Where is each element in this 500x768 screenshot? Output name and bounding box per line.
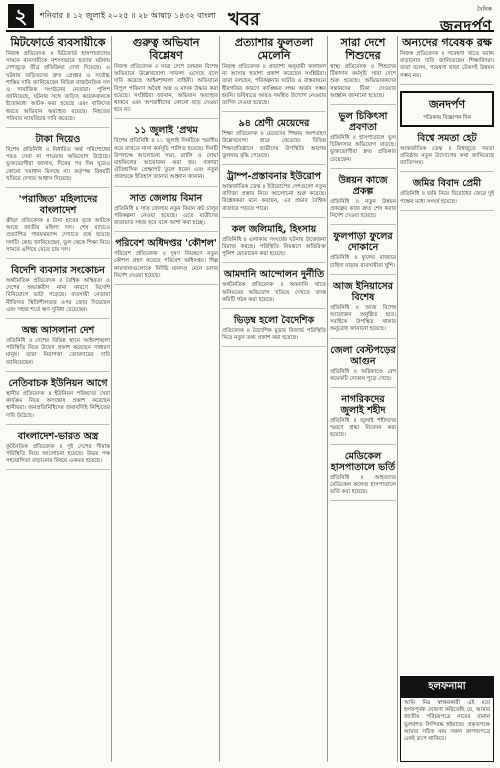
article-headline: বিশ্বে সমতা হেট: [417, 132, 477, 144]
article-body: স্থানীয় প্রতিবেদক ॥ ইউনিয়ন পরিষদের সেবা কার্যক্রম নিয়ে অসন্তোষ প্রকাশ করেছেন স্থানীয়রা। জনপ্রতিনিধিদের জবাবদিহি নিশ্চিতের দাবি উঠেছে।: [6, 390, 110, 419]
halfnama-box: [400, 676, 494, 762]
article-headline: উন্নয়ন কাজে প্রকল্প: [338, 174, 388, 197]
article: [330, 345, 396, 388]
article-body: ক্রীড়া প্রতিবেদক ॥ টানা হারের বৃত্তে আটকে আছে জাতীয় মহিলা দল। শেষ ম্যাচেও প্রত্যাশিত পারফরম্যান্স দেখাতে ব্যর্থ হয়েছে দলটি। কোচ জানিয়েছেন, ভুল থেকে শিক্ষা নিয়ে সামনে এগিয়ে যেতে চায় দল।: [6, 218, 110, 253]
article: [6, 431, 110, 471]
article-headline: কল জলিমাহি, হিংসায়: [231, 223, 317, 235]
masthead-name: জনদর্পণ: [439, 17, 492, 35]
article: [6, 325, 110, 372]
article-headline: বাংলাদেশ-ভারত অস্ত্র: [17, 430, 99, 442]
article-headline: জমির বিবাদ প্রেমী: [412, 178, 482, 190]
article-headline: ট্রাম্প-প্রস্তাবনার ইউরোপ: [227, 171, 321, 183]
article-headline: ফুলপাড়া ফুলের দোকানে: [333, 231, 393, 254]
article-headline: পরিবেশ অধিদপ্তর 'কৌশল': [115, 238, 217, 250]
article-body: প্রতিবেদক ॥ বৈদেশিক মুদ্রার রিজার্ভ পরিস্থিতি নিয়ে নতুন তথ্য প্রকাশ করা হয়েছে।: [222, 328, 326, 342]
article-headline: প্রত্যাশার ফুলতলা মেলেনি: [234, 36, 314, 62]
article-headline: আমদানি আন্দোলন দুর্নীতি: [223, 269, 325, 281]
article-headline: নাগরিকদের জুলাই শহীদ: [340, 394, 386, 417]
article-headline: ভিড়ম্ব হলো বৈদেশিক: [233, 315, 315, 327]
column-3: [222, 36, 326, 762]
article-body: নিজস্ব প্রতিবেদক ॥ গবেষণা খাতে বরাদ্দ বাড়ানোর দাবি জানিয়েছেন শিক্ষাবিদরা। তারা বলেন, গবেষণা ছাড়া টেকসই উন্নয়ন সম্ভব নয়।: [400, 51, 494, 79]
article: [6, 134, 110, 188]
article: [6, 265, 110, 319]
article: [6, 378, 110, 425]
column-rule: [219, 36, 220, 762]
article-body: প্রতিনিধি ॥ আহতদের মেডিকেল কলেজ হাসপাতালে ভর্তি করা হয়েছে।: [330, 474, 396, 496]
article: [114, 36, 218, 119]
article: [6, 36, 110, 128]
article: [400, 178, 494, 210]
article: [222, 224, 326, 264]
article-body: অর্থনৈতিক প্রতিবেদক ॥ আমদানি খাতে অনিয়মের অভিযোগ খতিয়ে দেখতে তদন্ত কমিটি গঠন করা হয়েছে।: [222, 282, 326, 303]
article: [330, 111, 396, 169]
article-body: আন্তর্জাতিক ডেস্ক ॥ ইউরোপের দেশগুলো নতুন বাণিজ্য প্রস্তাব নিয়ে আলোচনা শুরু করেছে। বিশ্লেষকরা মনে করছেন, এর প্রভাব বৈশ্বিক বাজারে পড়তে পারে।: [222, 184, 326, 212]
article-headline: জেলা বেস্টপড়ের আগুন: [330, 344, 396, 367]
article: [6, 194, 110, 259]
article-body: কূটনৈতিক প্রতিবেদক ॥ দুই দেশের সীমান্ত পরিস্থিতি নিয়ে আলোচনা হয়েছে। উভয় পক্ষ সহযোগিতা বাড়ানোর বিষয়ে একমত হয়েছে।: [6, 443, 110, 465]
article-body: আন্তর্জাতিক ডেস্ক ॥ বিশ্বজুড়ে সমতা প্রতিষ্ঠায় নতুন উদ্যোগের কথা জানিয়েছে জাতিসংঘ।: [400, 145, 494, 167]
article-body: প্রতিনিধি ॥ সাত জেলায় নতুন বিমান রুট চালুর পরিকল্পনা নেওয়া হয়েছে। এতে যাত্রীদের যাতায়াত সহজ হবে বলে আশা করা হচ্ছে।: [114, 205, 218, 227]
article-body: প্রতিনিধি ॥ দেশের বিভিন্ন স্থানে আইনশৃঙ্খলা পরিস্থিতি নিয়ে উদ্বেগ প্রকাশ করেছেন সাধারণ মানুষ। তারা নিরাপত্তা জোরদারের দাবি জানিয়েছেন।: [6, 338, 110, 366]
column-rule: [111, 36, 112, 762]
article-headline: নেতিবাচক ইউনিয়ন আগে: [8, 377, 108, 389]
article-headline: অন্ধ আসলানা দেশ: [21, 325, 95, 337]
article-headline: আজ ইনিয়াসের বিশেষ: [333, 280, 393, 303]
article-body: বিশেষ প্রতিনিধি ॥ নির্ধারিত অর্থ পরিশোধের পরও সেবা না পাওয়ার অভিযোগ উঠেছে। ভুক্তভোগীরা জানান, দিনের পর দিন ঘুরেও কোনো সমাধান মিলছে না। কর্তৃপক্ষ বিষয়টি খতিয়ে দেখার আশ্বাস দিয়েছে।: [6, 147, 110, 182]
article: [114, 125, 218, 186]
article-headline: অন্যদের গবেষক রক্ষ: [402, 36, 492, 49]
article-headline: সারা দেশে শিশুদের: [340, 36, 386, 62]
article-body: নিজস্ব প্রতিবেদক ॥ সারা দেশে চলমান বিশেষ অভিযানে উল্লেখযোগ্য সাফল্য এসেছে বলে দাবি করেছে আইনশৃঙ্খলা বাহিনী। অভিযানে বিপুল পরিমাণ অবৈধ অস্ত্র ও মাদক উদ্ধার করা হয়েছে। সংশ্লিষ্টরা জানান, অভিযান অব্যাহত থাকবে এবং অপরাধীদের কোনো ছাড় দেওয়া হবে না।: [114, 64, 218, 114]
article-body: প্রতিনিধি ॥ অগ্নিকাণ্ডে বেশ কয়েকটি দোকান পুড়ে গেছে।: [330, 368, 396, 382]
article: [330, 36, 396, 105]
article: [222, 118, 326, 165]
article-body: প্রতিনিধি ॥ নতুন উন্নয়ন প্রকল্পের কাজ দ্রুত শেষ করার নির্দেশ দেওয়া হয়েছে।: [330, 198, 396, 220]
article-body: স্বাস্থ্য প্রতিবেদক ॥ শিশুদের টিকাদান কর্মসূচি সারা দেশে শুরু হয়েছে। অভিভাবকদের সন্তানদের টিকা দেওয়ার আহ্বান জানানো হয়েছে।: [330, 64, 396, 99]
article-body: প্রতিনিধি ॥ আজ বিশেষ আয়োজন অনুষ্ঠিত হবে। সবাইকে উপস্থিত থাকার অনুরোধ জানানো হয়েছে।: [330, 304, 396, 333]
article: [330, 281, 396, 339]
page-number: ২: [8, 4, 34, 28]
article: [222, 315, 326, 347]
article-body: প্রতিনিধি ॥ এলাকায় সংঘর্ষের ঘটনায় উত্তেজনা বিরাজ করছে। পরিস্থিতি নিয়ন্ত্রণে অতিরিক্ত পুলিশ মোতায়েন করা হয়েছে।: [222, 236, 326, 258]
article-body: নিজস্ব প্রতিবেদক ॥ প্রত্যাশা অনুযায়ী ফলাফল না আসায় হতাশা প্রকাশ করেছেন সংশ্লিষ্টরা। তারা বলছেন, পরিকল্পনার ঘাটতি ও বাস্তবায়নে ধীরগতির কারণে কাঙ্ক্ষিত লক্ষ্য অর্জন সম্ভব হয়নি। ভবিষ্যতে আরও সমন্বিত উদ্যোগ নেওয়ার তাগিদ দেওয়া হয়েছে।: [222, 64, 326, 107]
article-body: প্রতিনিধি ॥ জুলাই শহীদদের স্মরণে শ্রদ্ধা নিবেদন করা হয়েছে।: [330, 418, 396, 439]
article-headline: ৯৪ শ্রেণী মেয়েদের: [238, 118, 310, 130]
article-body: প্রতিনিধি ॥ হাসপাতালে ভুল চিকিৎসার অভিযোগ বাড়ছে। ভুক্তভোগীরা দ্রুত প্রতিকার চেয়েছেন।: [330, 135, 396, 163]
article: [114, 193, 218, 233]
article-body: বিশেষ প্রতিনিধি ॥ ১১ জুলাই দিনটিকে স্মরণীয় করে রাখতে নানা কর্মসূচি পালিত হয়েছে। দিনটি উপলক্ষে আলোচনা সভা, র‍্যালি ও দোয়া মাহফিলের আয়োজন করা হয়। বক্তারা ঐতিহাসিক প্রেক্ষাপট তুলে ধরেন এবং নতুন প্রজন্মকে ইতিহাস জানার আহ্বান জানান।: [114, 138, 218, 181]
article: [330, 451, 396, 502]
article-headline: টাকা দিয়েও: [35, 134, 81, 146]
article: [330, 394, 396, 445]
column-5: [400, 36, 494, 762]
article: [330, 231, 396, 274]
halfnama-body: আমি নিম্ন স্বাক্ষরকারী এই মর্মে হলফপূর্বক ঘোষণা করিতেছি যে, আমার জাতীয় পরিচয়পত্রে নামের বানান ভুলবশত লিপিবদ্ধ হইয়াছে। প্রকৃতপক্ষে আমার সঠিক নাম সকল কাগজপত্রে একই রূপে থাকিবে।: [404, 700, 490, 743]
article-headline: ১১ জুলাই 'প্রথম: [134, 125, 198, 137]
article-body: শিক্ষা প্রতিবেদক ॥ মেয়েদের শিক্ষায় অংশগ্রহণ উল্লেখযোগ্য হারে বেড়েছে। বিভিন্ন শিক্ষাপ্রতিষ্ঠানে ছাত্রীদের উপস্থিতি আগের তুলনায় বৃদ্ধি পেয়েছে।: [222, 131, 326, 159]
section-title: খবর: [228, 9, 260, 30]
article-headline: মেডিকেল হাসপাতালে ভর্তি: [330, 450, 396, 473]
article: [400, 36, 494, 85]
article: [222, 171, 326, 218]
article: [222, 269, 326, 309]
article-body: প্রতিনিধি ॥ জমি নিয়ে বিরোধের জেরে দুই পক্ষের মধ্যে সংঘর্ষ হয়েছে।: [400, 191, 494, 205]
article-headline: মিটফোর্ডে ব্যবসায়ীকে: [10, 36, 106, 49]
column-rule: [397, 36, 398, 762]
halfnama-title: হলফনামা: [401, 677, 493, 698]
column-rule: [327, 36, 328, 762]
masthead-small: দৈনিক: [476, 6, 492, 13]
masthead: [440, 4, 492, 40]
article-headline: গুরুত্ব অভিযান বিশ্লেষণ: [132, 36, 200, 62]
article-headline: ভুল চিকিৎসা প্রবণতা: [338, 111, 388, 134]
article: [330, 175, 396, 226]
article-body: নিজস্ব প্রতিবেদক ॥ মিটফোর্ড হাসপাতালের সামনে ব্যবসায়ীকে নৃশংসভাবে হত্যার ঘটনায় দেশজুড়ে তীব্র প্রতিক্রিয়া দেখা দিয়েছে। এ ঘটনায় জড়িতদের দ্রুত গ্রেপ্তার ও সর্বোচ্চ শাস্তির দাবি জানিয়েছেন বিভিন্ন রাজনৈতিক দল ও সামাজিক সংগঠনের নেতারা। পুলিশ জানিয়েছে, ঘটনার সঙ্গে জড়িত কয়েকজনকে ইতোমধ্যে আটক করা হয়েছে এবং বাকিদের ধরতে অভিযান অব্যাহত রয়েছে। নিহতের পরিবার ন্যায়বিচার দাবি করেছে।: [6, 51, 110, 122]
ad-subtitle: পত্রিকায় বিজ্ঞাপন দিন: [423, 114, 471, 121]
column-4: [330, 36, 396, 762]
ad-title: জনদর্পণ: [428, 97, 466, 111]
article: [400, 133, 494, 173]
article: [114, 238, 218, 285]
article: [222, 36, 326, 112]
column-1: [6, 36, 110, 762]
article-headline: 'পরাজিত' মহিলাদের বাংলাদেশ: [18, 194, 98, 217]
advertisement: [400, 91, 494, 127]
article-body: প্রতিনিধি ॥ ফুলের বাজারে চাহিদা বাড়ায় ব্যবসায়ীরা খুশি।: [330, 255, 396, 269]
dateline: শনিবার ॥ ১২ জুলাই ২০২৫ ॥ ২৮ আষাঢ় ১৪৩২ বাংলা: [40, 11, 216, 20]
article-body: পরিবেশ প্রতিবেদক ॥ দূষণ নিয়ন্ত্রণে নতুন কৌশল গ্রহণ করেছে পরিবেশ অধিদপ্তর। শিল্প কারখানাগুলোকে নির্দিষ্ট মানদণ্ড মেনে চলার নির্দেশ দেওয়া হয়েছে।: [114, 251, 218, 279]
article-headline: সাত জেলায় বিমান: [129, 192, 203, 204]
column-2: [114, 36, 218, 762]
page-header: [6, 4, 494, 35]
article-body: অর্থনৈতিক প্রতিবেদক ॥ বৈশ্বিক অস্থিরতা ও দেশের অভ্যন্তরীণ নানা কারণে বিদেশি বিনিয়োগে ভাটা পড়েছে। ব্যবসায়ী নেতারা নীতিগত স্থিতিশীলতার ওপর জোর দিয়েছেন এবং সহজ শর্তে ঋণ সুবিধা চেয়েছেন।: [6, 278, 110, 313]
article-headline: বিদেশি ব্যবসার সংকোচন: [11, 265, 105, 277]
